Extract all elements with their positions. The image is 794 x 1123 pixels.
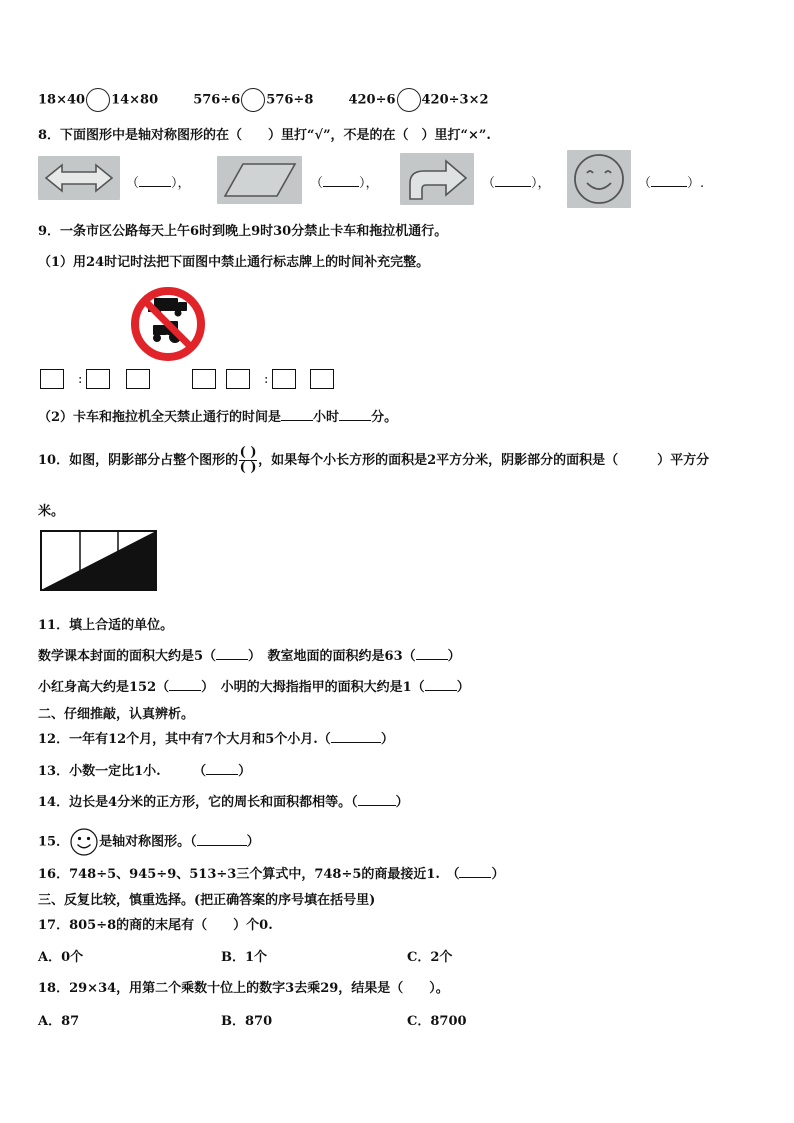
q15: 15． 是轴对称图形。（ ） — [38, 827, 260, 857]
q7-a-answer-circle[interactable] — [86, 88, 110, 112]
q7-a-left: 18×40 — [38, 92, 86, 108]
time-box-6[interactable] — [272, 369, 296, 389]
q14: 14．边长是4分米的正方形，它的周长和面积都相等。（ ） — [38, 795, 409, 810]
q11-row-2: 小红身高大约是152（ ） 小明的大拇指指甲的面积大约是1（ ） — [38, 680, 470, 695]
time-box-4[interactable] — [192, 369, 216, 389]
curved-arrow-figure — [400, 153, 474, 205]
q10-prompt-cont: 米。 — [38, 504, 65, 519]
time-colon-2: : — [264, 372, 269, 387]
q14-answer-blank[interactable] — [358, 793, 396, 806]
double-arrow-icon — [38, 156, 120, 200]
q11-row-1: 数学课本封面的面积大约是5（ ） 教室地面的面积约是63（ ） — [38, 649, 461, 664]
smiley-face-icon — [69, 827, 99, 857]
q12: 12．一年有12个月，其中有7个大月和5个小月.（ ） — [38, 732, 394, 747]
hours-blank[interactable] — [281, 408, 313, 421]
time-box-5[interactable] — [226, 369, 250, 389]
q16-answer-blank[interactable] — [459, 865, 491, 878]
q16: 16．748÷5、945÷9、513÷3三个算式中，748÷5的商最接近1. （ ） — [38, 867, 505, 882]
q7-c-left: 420÷6 — [348, 92, 396, 108]
q18-option-c[interactable]: C．8700 — [407, 1014, 467, 1029]
time-box-3[interactable] — [126, 369, 150, 389]
time-colon-1: : — [78, 372, 83, 387]
double-arrow-figure — [38, 156, 120, 200]
unit-blank-2[interactable] — [416, 647, 448, 660]
unit-blank-4[interactable] — [425, 678, 457, 691]
q11-prompt: 11．填上合适的单位。 — [38, 618, 174, 633]
section2-title: 二、仔细推敲，认真辨析。 — [38, 707, 195, 722]
q17-option-b[interactable]: B．1个 — [221, 950, 268, 965]
q7-b-left: 576÷6 — [193, 92, 241, 108]
smiley-figure — [567, 150, 631, 208]
q9-sub1: （1）用24时记时法把下面图中禁止通行标志牌上的时间补充完整。 — [38, 255, 430, 270]
shaded-rectangle-figure — [40, 530, 158, 592]
curved-arrow-icon — [400, 153, 474, 205]
q8-answer-4[interactable]: （ ）. — [638, 176, 705, 191]
q7-b-answer-circle[interactable] — [241, 88, 265, 112]
shaded-fraction-blank[interactable]: $\frac{( )}{( )}$ — [239, 445, 257, 475]
q13-answer-blank[interactable] — [206, 762, 238, 775]
q13: 13．小数一定比1小. （ ） — [38, 764, 252, 779]
q18-option-a[interactable]: A．87 — [38, 1014, 80, 1029]
section3-title: 三、反复比较，慎重选择。(把正确答案的序号填在括号里) — [38, 893, 376, 908]
q8-prompt: 8．下面图形中是轴对称图形的在（ ）里打“√”，不是的在（ ）里打“×”. — [38, 128, 491, 143]
q9-sub2: （2）卡车和拖拉机全天禁止通行的时间是 小时 分。 — [38, 410, 398, 425]
q7-b-right: 576÷8 — [266, 92, 314, 108]
q18-prompt: 18．29×34，用第二个乘数十位上的数字3去乘29，结果是（ ）。 — [38, 981, 449, 996]
q7-a-right: 14×80 — [111, 92, 159, 108]
q7-c-answer-circle[interactable] — [397, 88, 421, 112]
q17-prompt: 17．805÷8的商的末尾有（ ）个0. — [38, 918, 273, 933]
q18-option-b[interactable]: B．870 — [221, 1014, 273, 1029]
parallelogram-figure — [217, 156, 302, 204]
q8-answer-1[interactable]: （ ）， — [126, 176, 191, 191]
unit-blank-3[interactable] — [169, 678, 201, 691]
smiley-face-icon — [567, 150, 631, 208]
q7-c-right: 420÷3×2 — [421, 92, 489, 108]
q12-answer-blank[interactable] — [331, 730, 381, 743]
q9-prompt: 9．一条市区公路每天上午6时到晚上9时30分禁止卡车和拖拉机通行。 — [38, 224, 448, 239]
q17-option-a[interactable]: A．0个 — [38, 950, 84, 965]
q15-answer-blank[interactable] — [197, 833, 247, 846]
unit-blank-1[interactable] — [216, 647, 248, 660]
q8-answer-2[interactable]: （ ）， — [310, 176, 379, 191]
q8-answer-3[interactable]: （ ）， — [482, 176, 551, 191]
time-box-7[interactable] — [310, 369, 334, 389]
minutes-blank[interactable] — [339, 408, 371, 421]
q10-prompt: 10．如图，阴影部分占整个图形的 $\frac{( )}{( )}$ ，如果每个小长方形的面积是2平方分米，阴影部分的面积是（ ）平方分 — [38, 445, 710, 475]
parallelogram-icon — [217, 156, 302, 204]
q7-compare-row — [38, 88, 489, 112]
time-box-1[interactable] — [40, 369, 64, 389]
q17-option-c[interactable]: C．2个 — [407, 950, 453, 965]
no-trucks-tractors-sign-icon — [128, 284, 208, 364]
time-box-2[interactable] — [86, 369, 110, 389]
